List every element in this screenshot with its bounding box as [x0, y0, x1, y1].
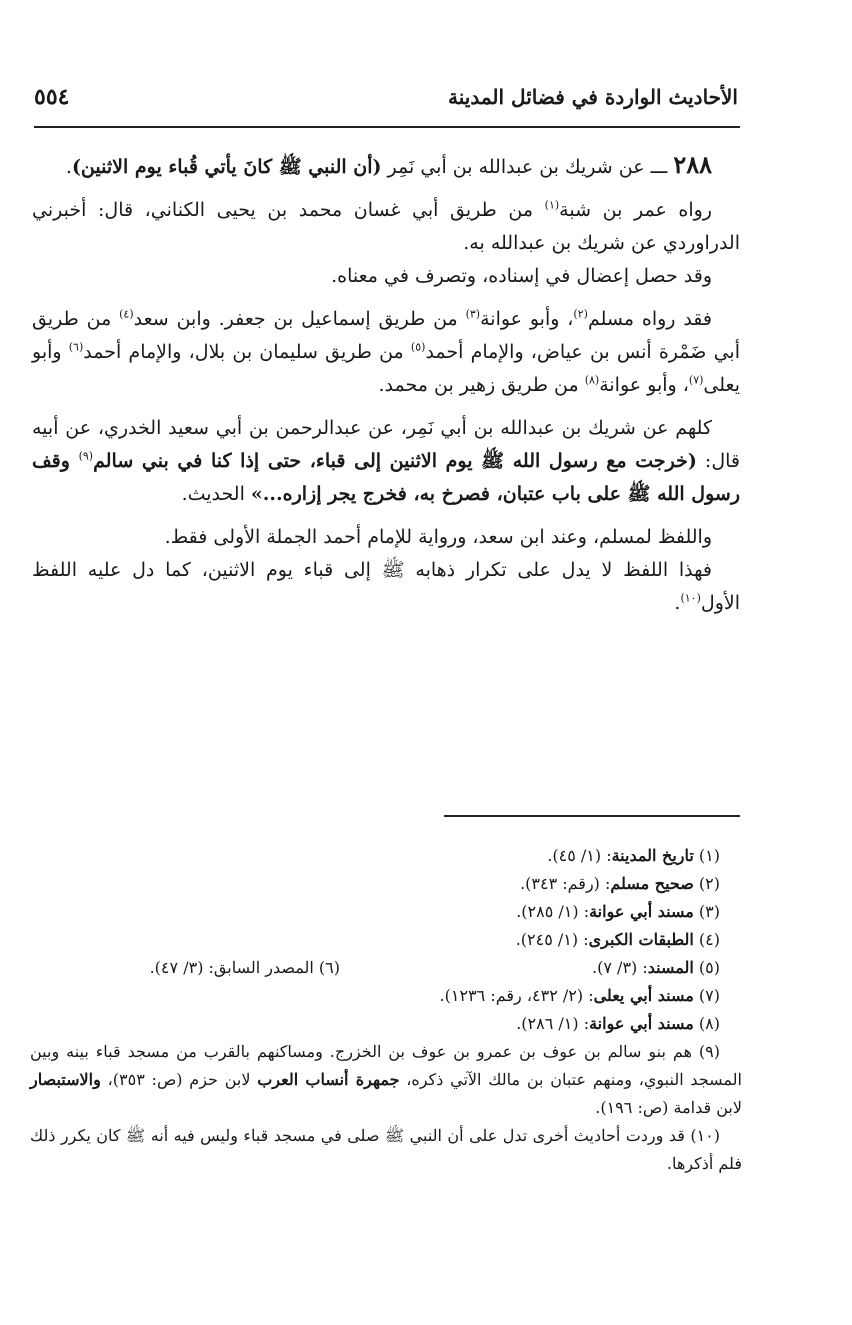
footnote-5: (٥) المسند: (٣/ ٧). — [592, 958, 720, 977]
hadith-heading: ٢٨٨ ـــ عن شريك بن عبدالله بن أبي نَمِر (أن النبي ﷺ كانَ يأتي قُباء يوم الاثنين). — [65, 150, 712, 179]
footnote-3: (٣) مسند أبي عوانة: (١/ ٢٨٥). — [516, 902, 720, 921]
hadith-quote: (خرجت مع رسول الله ﷺ يوم الاثنين إلى قباء، حتى إذا كنا في بني سالم — [93, 450, 697, 472]
footnote-ref-2[interactable]: (٢) — [573, 307, 588, 321]
footnote-ref-1[interactable]: (١) — [544, 198, 560, 212]
paragraph-5: واللفظ لمسلم، وعند ابن سعد، ورواية للإمام أحمد الجملة الأولى فقط. — [164, 526, 712, 548]
footnote-row-5-6 — [30, 954, 742, 982]
hadith-text: (أن النبي ﷺ كانَ يأتي قُباء يوم الاثنين) — [71, 156, 382, 178]
header-rule — [34, 126, 740, 128]
paragraph-2: وقد حصل إعضال في إسناده، وتصرف في معناه. — [331, 265, 712, 287]
footnotes — [30, 842, 742, 1178]
footnote-4: (٤) الطبقات الكبرى: (١/ ٢٤٥). — [515, 930, 720, 949]
footnote-ref-9[interactable]: (٩) — [78, 449, 94, 463]
footnote-ref-6[interactable]: (٦) — [68, 340, 84, 354]
footnote-1: (١) تاريخ المدينة: (١/ ٤٥). — [547, 846, 720, 865]
paragraph-1: رواه عمر بن شبة$^{(١)}$ من طريق أبي غسان محمد بن يحيى الكناني، قال: أخبرني الدراوردي عن شريك بن عبدالله به. — [32, 198, 740, 254]
running-header — [34, 82, 738, 118]
footnote-separator — [444, 815, 740, 817]
paragraph-4: كلهم عن شريك بن عبدالله بن أبي نَمِر، عن عبدالرحمن بن أبي سعيد الخدري، عن أبيه قال: (خرجت مع رسول الله ﷺ يوم الاثنين إلى قباء، حتى إذا كنا في بني سالم$^{(٩)}$ وقف رسول الله ﷺ على باب عتبان، فصرخ به، فخرج يجر إزاره...» الحديث. — [32, 417, 740, 505]
main-text — [32, 148, 740, 620]
paragraph-3: فقد رواه مسلم$^{(٢)}$، وأبو عوانة$^{(٣)}$ من طريق إسماعيل بن جعفر. وابن سعد$^{(٤)}$ من طريق أبي ضَمْرة أنس بن عياض، والإمام أحمد$^{(٥)}$ من طريق سليمان بن بلال، والإمام أحمد$^{(٦)}$ وأبو يعلى$^{(٧)}$، وأبو عوانة$^{(٨)}$ من طريق زهير بن محمد. — [32, 307, 740, 396]
page-number: ٥٥٤ — [34, 84, 70, 110]
footnote-ref-8[interactable]: (٨) — [584, 373, 600, 387]
paragraph-6: فهذا اللفظ لا يدل على تكرار ذهابه ﷺ إلى قباء يوم الاثنين، كما دل عليه اللفظ الأول$^{(١٠)}$. — [32, 559, 740, 614]
footnote-ref-5[interactable]: (٥) — [410, 340, 426, 354]
footnote-ref-3[interactable]: (٣) — [465, 307, 481, 321]
footnote-7: (٧) مسند أبي يعلى: (٢/ ٤٣٢، رقم: ١٢٣٦). — [439, 986, 720, 1005]
footnote-10: (١٠) قد وردت أحاديث أخرى تدل على أن النبي ﷺ صلى في مسجد قباء وليس فيه أنه ﷺ كان يكرر ذلك فلم أذكرها. — [30, 1126, 742, 1173]
footnote-9: (٩) هم بنو سالم بن عوف بن عمرو بن عوف بن الخزرج. ومساكنهم بالقرب من مسجد قباء بينه وبين المسجد النبوي، ومنهم عتبان بن مالك الآتي ذكره، جمهرة أنساب العرب لابن حزم (ص: ٣٥٣)، والاستبصار لابن قدامة (ص: ١٩٦). — [30, 1042, 742, 1117]
hadith-number: ٢٨٨ — [673, 150, 712, 179]
footnote-ref-10[interactable]: (١٠) — [680, 591, 701, 605]
footnote-ref-7[interactable]: (٧) — [688, 373, 704, 387]
footnote-8: (٨) مسند أبي عوانة: (١/ ٢٨٦). — [516, 1014, 720, 1033]
footnote-6: (٦) المصدر السابق: (٣/ ٤٧). — [149, 958, 340, 977]
running-title: الأحاديث الواردة في فضائل المدينة — [448, 85, 738, 109]
footnote-2: (٢) صحيح مسلم: (رقم: ٣٤٣). — [520, 874, 720, 893]
footnote-ref-4[interactable]: (٤) — [119, 307, 134, 321]
